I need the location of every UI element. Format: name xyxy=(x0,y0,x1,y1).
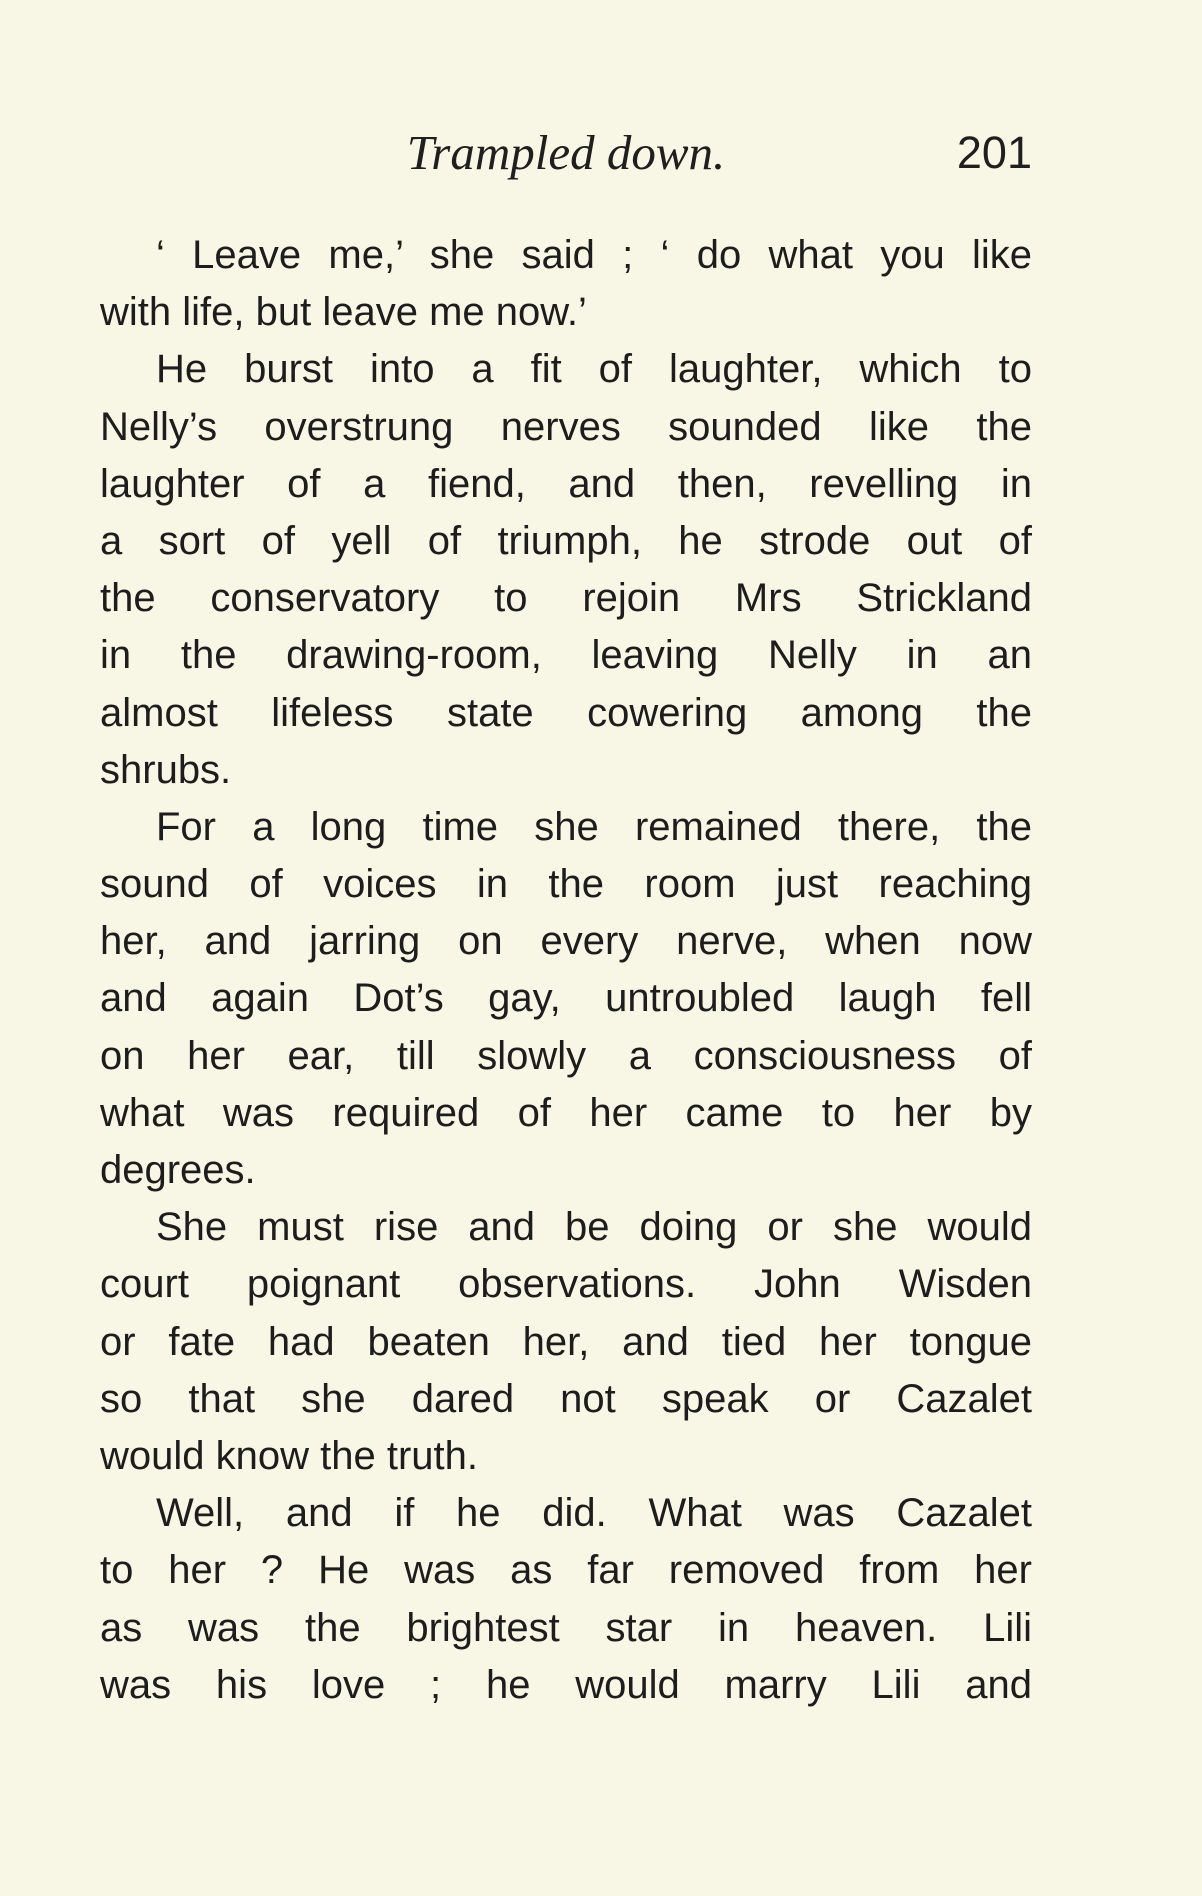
text-line: with life, but leave me now.’ xyxy=(100,290,587,335)
text-line: what was required of her came to her by xyxy=(100,1090,1032,1135)
text-line: the conservatory to rejoin Mrs Strickland xyxy=(100,576,1032,621)
text-line: and again Dot’s gay, untroubled laugh fell xyxy=(100,976,1032,1021)
text-line: was his love ; he would marry Lili and xyxy=(100,1662,1032,1707)
text-line: laughter of a fiend, and then, revelling in xyxy=(100,461,1032,506)
text-line: a sort of yell of triumph, he strode out of xyxy=(100,518,1032,563)
body-text xyxy=(100,227,1032,1714)
text-line: to her ? He was as far removed from her xyxy=(100,1548,1032,1593)
text-line: as was the brightest star in heaven. Lili xyxy=(100,1605,1032,1650)
text-line: He burst into a fit of laughter, which to xyxy=(156,347,1032,392)
text-line: Well, and if he did. What was Cazalet xyxy=(156,1491,1032,1536)
text-line: would know the truth. xyxy=(100,1433,478,1478)
text-line: court poignant observations. John Wisden xyxy=(100,1262,1032,1307)
text-line: ‘ Leave me,’ she said ; ‘ do what you like xyxy=(156,233,1032,277)
text-line: or fate had beaten her, and tied her tongue xyxy=(100,1319,1032,1364)
text-line: almost lifeless state cowering among the xyxy=(100,690,1032,735)
page-number: 201 xyxy=(956,127,1032,178)
text-line: Nelly’s overstrung nerves sounded like the xyxy=(100,404,1032,449)
text-line: shrubs. xyxy=(100,747,232,792)
text-line: in the drawing-room, leaving Nelly in an xyxy=(100,633,1032,678)
text-line: so that she dared not speak or Cazalet xyxy=(100,1376,1032,1421)
running-title: Trampled down. xyxy=(406,125,726,180)
running-head xyxy=(100,122,1032,184)
text-line: She must rise and be doing or she would xyxy=(156,1205,1032,1250)
text-line: her, and jarring on every nerve, when now xyxy=(100,919,1032,964)
text-line: sound of voices in the room just reaching xyxy=(100,862,1032,907)
text-line: degrees. xyxy=(100,1148,256,1192)
text-line: For a long time she remained there, the xyxy=(156,804,1032,849)
text-line: on her ear, till slowly a consciousness of xyxy=(100,1033,1032,1078)
